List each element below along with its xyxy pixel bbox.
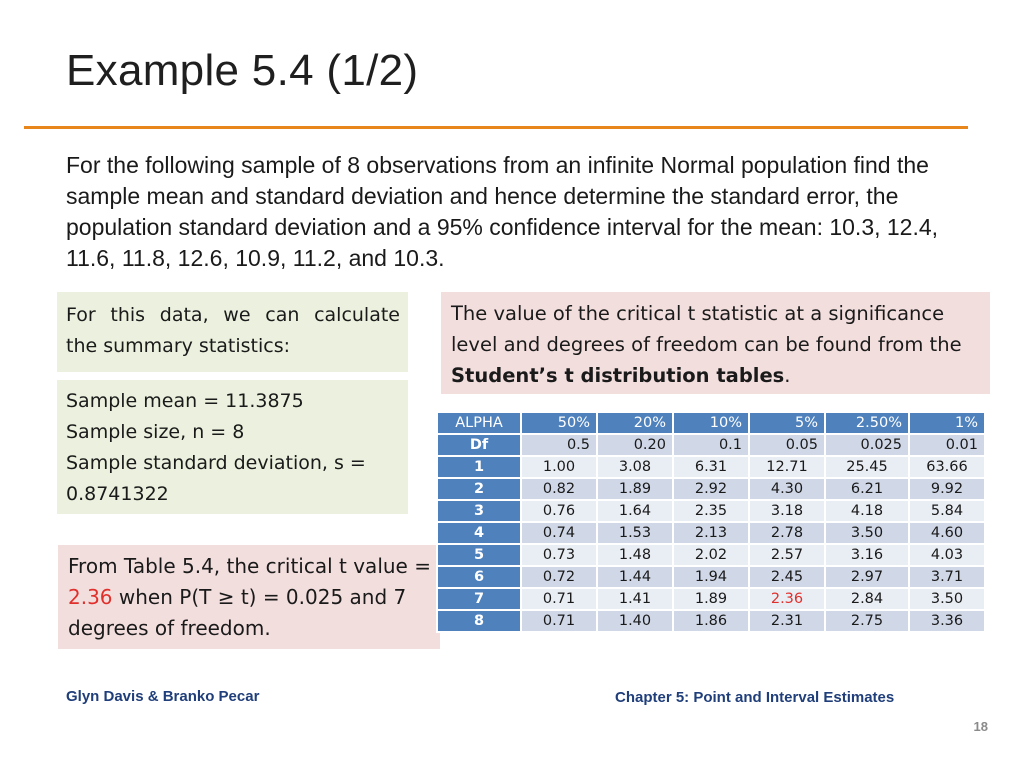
table-row <box>437 500 985 522</box>
table-row-label: 8 <box>437 610 521 632</box>
table-header-cell: 2.50% <box>825 412 909 434</box>
table-cell: 0.01 <box>909 434 985 456</box>
table-cell: 3.71 <box>909 566 985 588</box>
table-header-cell: 20% <box>597 412 673 434</box>
table-cell: 1.86 <box>673 610 749 632</box>
critical-t-box <box>441 292 990 394</box>
table-cell: 2.75 <box>825 610 909 632</box>
slide-title: Example 5.4 (1/2) <box>66 46 419 95</box>
table-row <box>437 456 985 478</box>
table-header-row <box>437 412 985 434</box>
table-cell: 0.76 <box>521 500 597 522</box>
table-cell: 0.82 <box>521 478 597 500</box>
critical-value-highlight: 2.36 <box>68 585 113 609</box>
table-cell: 2.92 <box>673 478 749 500</box>
critical-t-end: . <box>784 364 791 387</box>
table-cell: 1.41 <box>597 588 673 610</box>
table-row <box>437 522 985 544</box>
sample-sd-value: 0.8741322 <box>66 483 169 505</box>
table-cell: 1.89 <box>597 478 673 500</box>
table-cell: 2.78 <box>749 522 825 544</box>
table-row <box>437 566 985 588</box>
table-cell: 6.21 <box>825 478 909 500</box>
result-text-2: when P(T ≥ t) = 0.025 and 7 degrees of freedom. <box>68 585 407 640</box>
table-cell: 1.40 <box>597 610 673 632</box>
table-cell: 4.03 <box>909 544 985 566</box>
sample-sd-label: Sample standard deviation, s = <box>66 452 366 474</box>
table-cell: 4.60 <box>909 522 985 544</box>
table-row-label: Df <box>437 434 521 456</box>
summary-intro-box <box>57 292 408 372</box>
table-cell: 0.73 <box>521 544 597 566</box>
table-cell: 2.57 <box>749 544 825 566</box>
table-row-label: 2 <box>437 478 521 500</box>
table-row-label: 1 <box>437 456 521 478</box>
table-header-cell: 5% <box>749 412 825 434</box>
page-number: 18 <box>973 719 988 734</box>
table-cell: 2.45 <box>749 566 825 588</box>
table-row-label: 4 <box>437 522 521 544</box>
table-row <box>437 478 985 500</box>
summary-statistics-box <box>57 380 408 514</box>
table-cell: 0.71 <box>521 610 597 632</box>
table-cell: 0.72 <box>521 566 597 588</box>
critical-value-result-box <box>58 545 440 649</box>
table-cell: 12.71 <box>749 456 825 478</box>
problem-statement: For the following sample of 8 observations from an infinite Normal population find the sample mean and standard deviation and hence determine the standard error, the population standard deviation and a 95% confidence interval for the mean: 10.3, 12.4, 11.6, 11.8, 12.6, 10.9, 11.2, and 10.3. <box>66 152 939 271</box>
table-cell: 1.94 <box>673 566 749 588</box>
table-cell: 2.84 <box>825 588 909 610</box>
table-cell: 2.35 <box>673 500 749 522</box>
table-header-cell: 10% <box>673 412 749 434</box>
title-divider <box>24 126 968 129</box>
table-header-cell: 50% <box>521 412 597 434</box>
table-cell: 0.20 <box>597 434 673 456</box>
table-header-cell: 1% <box>909 412 985 434</box>
table-cell-highlight: 2.36 <box>749 588 825 610</box>
table-cell: 3.08 <box>597 456 673 478</box>
table-row <box>437 588 985 610</box>
table-cell: 2.13 <box>673 522 749 544</box>
critical-t-bold: Student’s t distribution tables <box>451 364 785 387</box>
result-text-1: From Table 5.4, the critical t value = <box>68 554 431 578</box>
table-cell: 3.36 <box>909 610 985 632</box>
table-cell: 2.02 <box>673 544 749 566</box>
summary-intro-line1: For this data, we can calculate <box>66 304 400 326</box>
table-cell: 3.50 <box>909 588 985 610</box>
table-row-label: 6 <box>437 566 521 588</box>
table-cell: 2.97 <box>825 566 909 588</box>
table-cell: 25.45 <box>825 456 909 478</box>
table-cell: 0.71 <box>521 588 597 610</box>
table-cell: 0.5 <box>521 434 597 456</box>
table-cell: 3.50 <box>825 522 909 544</box>
table-cell: 5.84 <box>909 500 985 522</box>
table-cell: 0.05 <box>749 434 825 456</box>
table-row <box>437 610 985 632</box>
table-cell: 9.92 <box>909 478 985 500</box>
table-cell: 1.53 <box>597 522 673 544</box>
critical-t-text: The value of the critical t statistic at a significance level and degrees of freedom can be found from the <box>451 302 962 356</box>
table-row <box>437 434 985 456</box>
sample-size: Sample size, n = 8 <box>66 421 245 443</box>
table-row-label: 5 <box>437 544 521 566</box>
table-row-label: 7 <box>437 588 521 610</box>
table-row-label: 3 <box>437 500 521 522</box>
footer-chapter: Chapter 5: Point and Interval Estimates <box>615 689 895 706</box>
table-cell: 0.1 <box>673 434 749 456</box>
table-cell: 1.64 <box>597 500 673 522</box>
table-cell: 3.16 <box>825 544 909 566</box>
table-row <box>437 544 985 566</box>
sample-mean: Sample mean = 11.3875 <box>66 390 304 412</box>
t-distribution-table <box>436 411 986 633</box>
table-cell: 63.66 <box>909 456 985 478</box>
table-cell: 0.025 <box>825 434 909 456</box>
table-cell: 4.30 <box>749 478 825 500</box>
table-cell: 4.18 <box>825 500 909 522</box>
table-cell: 1.44 <box>597 566 673 588</box>
summary-intro-line2: the summary statistics: <box>66 335 291 357</box>
table-cell: 1.00 <box>521 456 597 478</box>
footer-authors: Glyn Davis & Branko Pecar <box>66 688 260 705</box>
table-cell: 6.31 <box>673 456 749 478</box>
table-cell: 0.74 <box>521 522 597 544</box>
table-cell: 1.48 <box>597 544 673 566</box>
table-header-alpha: ALPHA <box>437 412 521 434</box>
table-cell: 3.18 <box>749 500 825 522</box>
table-cell: 2.31 <box>749 610 825 632</box>
table-cell: 1.89 <box>673 588 749 610</box>
